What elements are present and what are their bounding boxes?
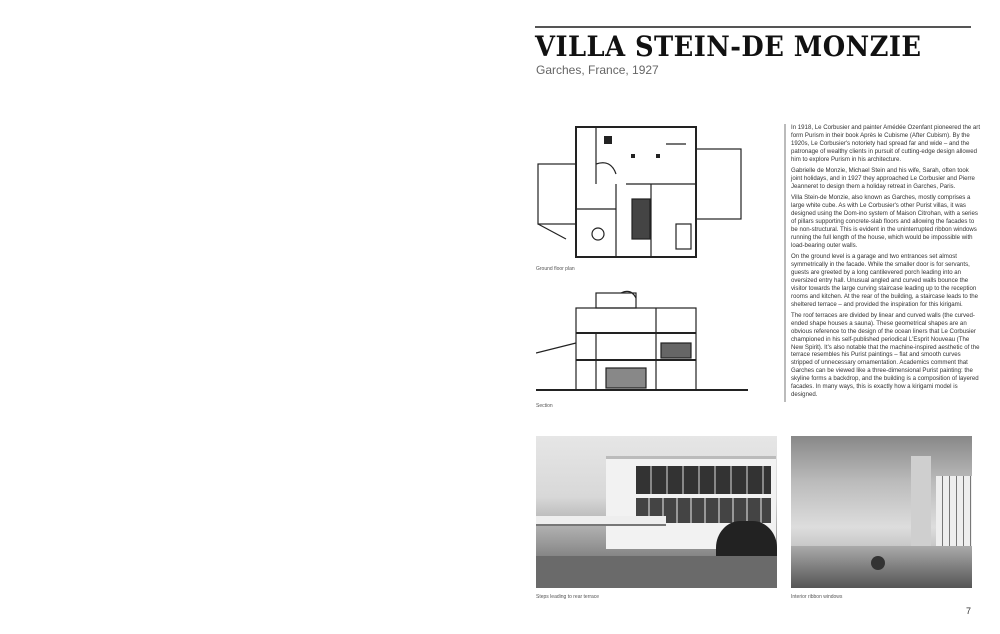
page-subtitle: Garches, France, 1927 (536, 63, 659, 77)
paragraph: In 1918, Le Corbusier and painter Amédée Ozenfant pioneered the art form Purism in their book Après le Cubisme (After Cubism). By the 1920s, Le Corbusier's notoriety had spread far and wide – and the patronage of wealthy clients in pursuit of cutting-edge design allowed him to explore Purism in his architecture. (791, 124, 981, 163)
paragraph: On the ground level is a garage and two entrances set almost symmetrically in the facade. While the smaller door is for servants, guests are greeted by a long cantilevered porch leading into an oversized entry hall. Unusual angled and curved walls bounce the visitor towards the large curving staircase leading up to the reception rooms and kitchen. At the rear of the building, a staircase leads to the sheltered terrace – and provided the inspiration for this kirigami. (791, 253, 978, 308)
photo-interior-windows (791, 436, 972, 588)
section-caption: Section (536, 403, 553, 409)
body-text (784, 124, 981, 402)
page-number: 7 (966, 606, 972, 616)
page-title: VILLA STEIN-DE MONZIE (535, 30, 922, 63)
photo-rear-terrace (536, 436, 777, 588)
title-rule (535, 26, 971, 28)
ground-floor-plan (536, 124, 748, 264)
photo-rear-terrace-caption: Steps leading to rear terrace (536, 594, 600, 600)
paragraph: The roof terraces are divided by linear and curved walls (the curved-ended shape houses a sauna). These geometrical shapes are an obvious reference to the design of the ocean liners that Le Corbusier championed in his self-published periodical L'Esprit Nouveau (The New Spirit). It's also notable that the machine-inspired aesthetic of the terrace resembles his Purist paintings – flat and smooth curves stripped of unnecessary ornamentation. Academics comment that Garches can be viewed like a three-dimensional Purist painting: the skyline forms a backdrop, and the building is a composition of layered facades. In many ways, this is exactly how a kirigami model is designed. (791, 311, 980, 398)
section-drawing (536, 288, 748, 400)
paragraph: Gabrielle de Monzie, Michael Stein and his wife, Sarah, often took joint holidays, and in 1927 they approached Le Corbusier and Pierre Jeanneret to design them a holiday retreat in Garches, Paris. (791, 167, 975, 190)
photo-interior-windows-caption: Interior ribbon windows (791, 594, 843, 600)
floor-plan-caption: Ground floor plan (536, 266, 575, 272)
paragraph: Villa Stein-de Monzie, also known as Garches, mostly comprises a large white cube. As with Le Corbusier's other Purist villas, it was designed using the Dom-ino system of Maison Citrohan, with a series of pillars supporting concrete-slab floors and allowing the facades to be non-structural. This is evident in the uninterrupted ribbon windows running the full length of the house, which would be impossible with load-bearing outer walls. (791, 194, 978, 249)
